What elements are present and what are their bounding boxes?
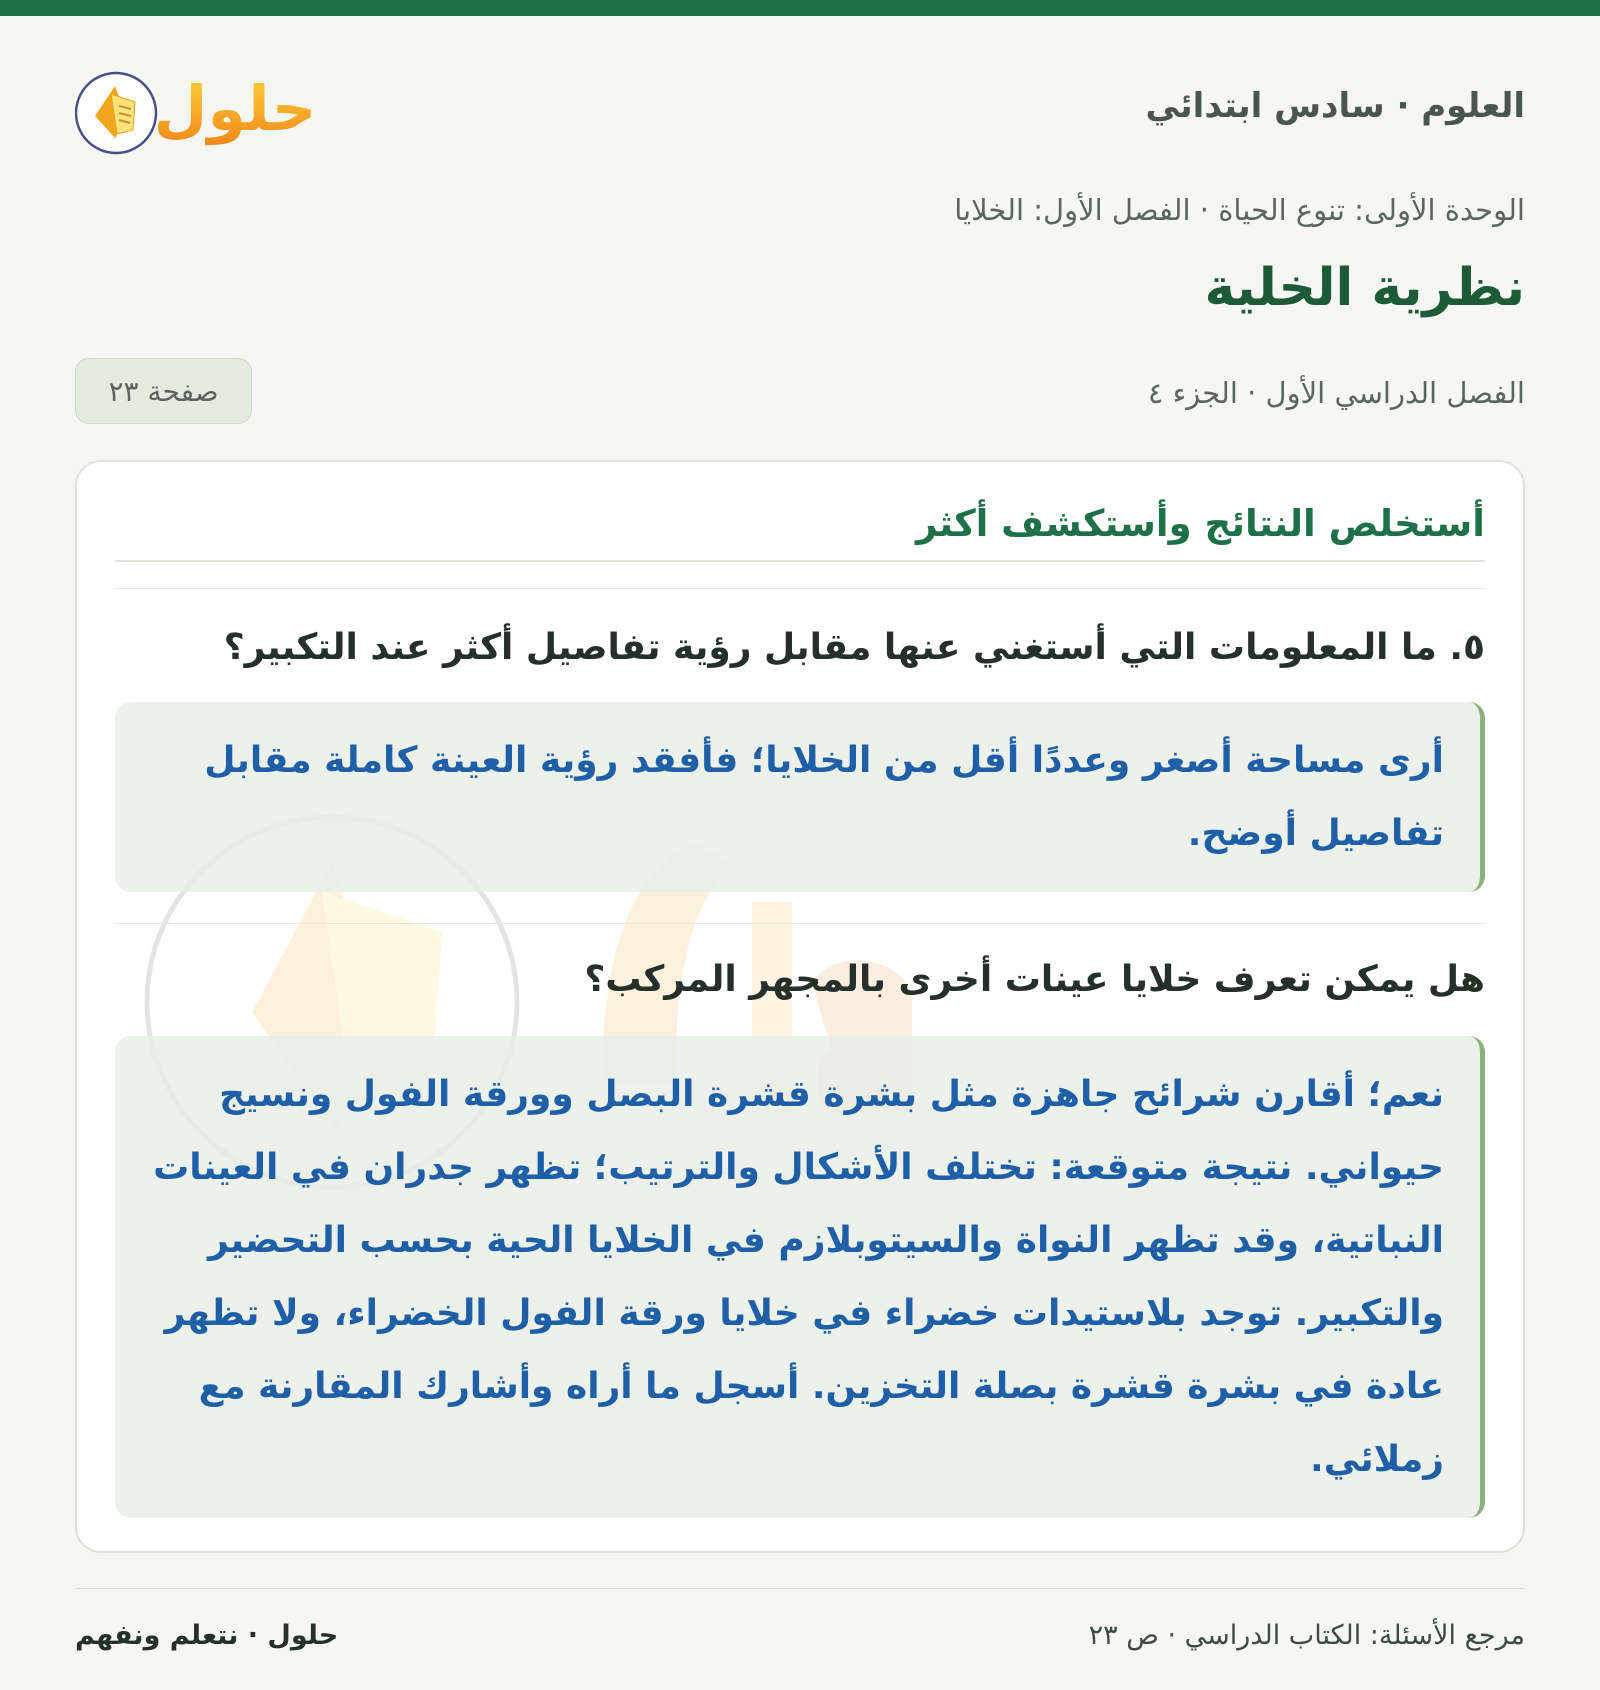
subject-grade-label: العلوم · سادس ابتدائي (1145, 86, 1525, 126)
section-heading: أستخلص النتائج وأستكشف أكثر (915, 502, 1485, 545)
divider (115, 560, 1485, 562)
footer-reference: مرجع الأسئلة: الكتاب الدراسي · ص ٢٣ (1088, 1620, 1525, 1651)
term-part-label: الفصل الدراسي الأول · الجزء ٤ (1147, 376, 1525, 410)
answer-explore: نعم؛ أقارن شرائح جاهزة مثل بشرة قشرة البصل وورقة الفول ونسيج حيواني. نتيجة متوقعة: تختلف الأشكال والترتيب؛ تظهر جدران في العينات النباتية، وقد تظهر النواة والسيتوبلازم في الخلايا الحية بحسب التحضير والتكبير. توجد بلاستيدات خضراء في خلايا ورقة الفول الخضراء، ولا تظهر عادة في بشرة قشرة بصلة التخزين. أسجل ما أراه وأشارك المقارنة مع زملائي. (115, 1036, 1485, 1518)
page-title: نظرية الخلية (1204, 258, 1525, 318)
hulul-logo[interactable] (75, 56, 335, 164)
exercise-card (75, 460, 1525, 1553)
footer-divider (75, 1588, 1525, 1589)
question-5: ٥. ما المعلومات التي أستغني عنها مقابل رؤية تفاصيل أكثر عند التكبير؟ (223, 627, 1485, 668)
page-header (75, 56, 1525, 164)
answer-5: أرى مساحة أصغر وعددًا أقل من الخلايا؛ فأفقد رؤية العينة كاملة مقابل تفاصيل أوضح. (115, 702, 1485, 892)
divider (115, 923, 1485, 924)
top-accent-bar (0, 0, 1600, 16)
unit-chapter-breadcrumb: الوحدة الأولى: تنوع الحياة · الفصل الأول: الخلايا (954, 193, 1525, 227)
divider (115, 588, 1485, 589)
footer-brand-tagline: حلول · نتعلم ونفهم (75, 1620, 339, 1651)
logo-wordmark: حلول (153, 72, 317, 145)
page-number-badge: صفحة ٢٣ (75, 358, 252, 424)
question-explore: هل يمكن تعرف خلايا عينات أخرى بالمجهر المركب؟ (584, 959, 1485, 1000)
